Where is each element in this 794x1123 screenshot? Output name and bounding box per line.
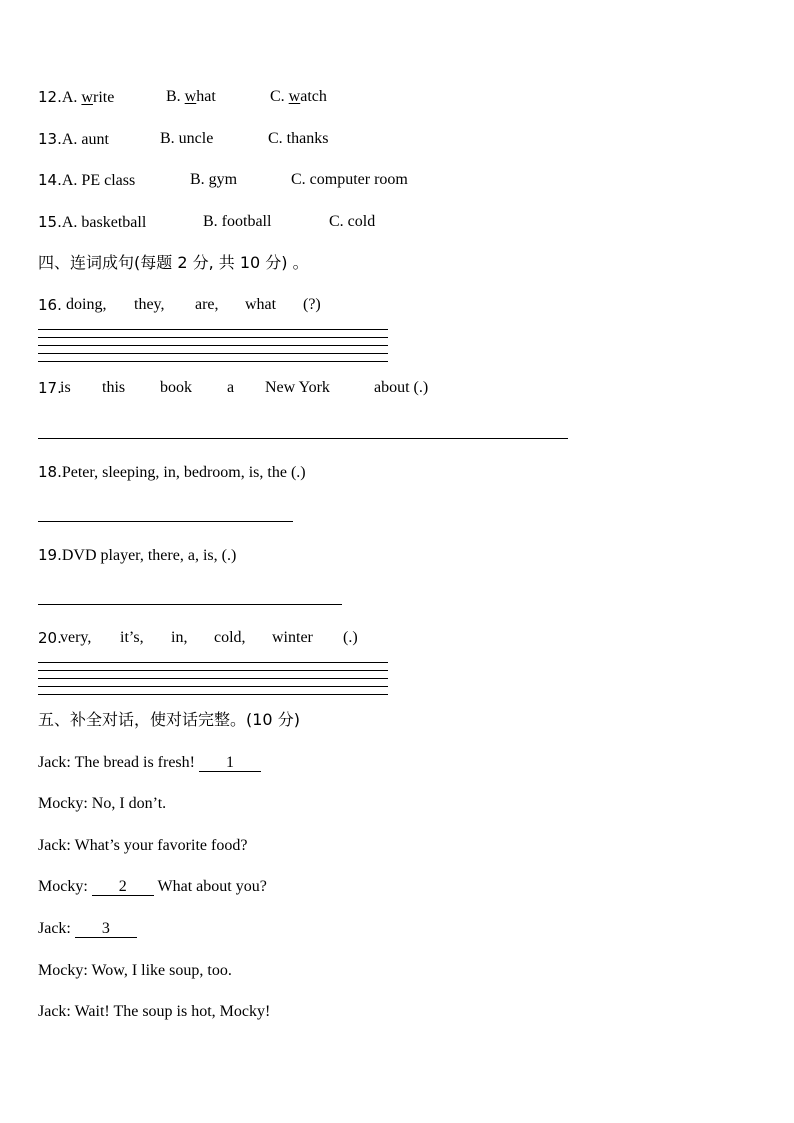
question-number: 13. bbox=[38, 130, 62, 148]
question-14 bbox=[38, 170, 408, 191]
word: it’s, bbox=[120, 629, 144, 646]
blank-3[interactable]: 3 bbox=[75, 921, 137, 938]
question-number: 15. bbox=[38, 213, 62, 231]
word: New York bbox=[265, 379, 330, 396]
question-16 bbox=[38, 295, 438, 315]
option-a: A. aunt bbox=[61, 131, 109, 148]
word: book bbox=[160, 379, 192, 396]
answer-line bbox=[38, 686, 388, 687]
question-13 bbox=[38, 129, 329, 150]
option-a: A. basketball bbox=[61, 214, 147, 231]
answer-line bbox=[38, 438, 568, 439]
answer-line bbox=[38, 361, 388, 362]
word: in, bbox=[171, 629, 188, 646]
answer-line bbox=[38, 604, 342, 605]
answer-line bbox=[38, 694, 388, 695]
word: is bbox=[60, 379, 71, 396]
dialogue-line-2: Mocky: No, I don’t. bbox=[38, 795, 167, 812]
option-b: B. uncle bbox=[160, 130, 214, 147]
dialogue-line-1: Jack: The bread is fresh! 1 bbox=[38, 753, 261, 773]
answer-line bbox=[38, 345, 388, 346]
word: winter bbox=[272, 629, 313, 646]
word: a bbox=[227, 379, 235, 396]
word: are, bbox=[195, 296, 219, 313]
question-18 bbox=[38, 462, 306, 483]
option-a: A. write bbox=[61, 89, 115, 106]
answer-line bbox=[38, 662, 388, 663]
question-19 bbox=[38, 545, 236, 566]
question-words: DVD player, there, a, is, (.) bbox=[61, 547, 237, 564]
question-17 bbox=[38, 378, 488, 398]
option-b: B. what bbox=[166, 88, 216, 105]
question-12 bbox=[38, 87, 327, 108]
question-number: 16. bbox=[38, 296, 62, 314]
dialogue-line-3: Jack: What’s your favorite food? bbox=[38, 837, 248, 854]
dialogue-line-6: Mocky: Wow, I like soup, too. bbox=[38, 962, 232, 979]
option-c: C. watch bbox=[270, 88, 327, 105]
word: they, bbox=[134, 296, 165, 313]
blank-1[interactable]: 1 bbox=[199, 755, 261, 772]
question-number: 18. bbox=[38, 463, 62, 481]
question-words: Peter, sleeping, in, bedroom, is, the (.) bbox=[61, 464, 306, 481]
option-c: C. computer room bbox=[291, 171, 408, 188]
option-b: B. football bbox=[203, 213, 272, 230]
option-c: C. thanks bbox=[268, 130, 329, 147]
blank-2[interactable]: 2 bbox=[92, 879, 154, 896]
question-number: 19. bbox=[38, 546, 62, 564]
answer-line bbox=[38, 337, 388, 338]
word: this bbox=[102, 379, 126, 396]
word: what bbox=[245, 296, 277, 313]
word: cold, bbox=[214, 629, 246, 646]
section-4-heading: 四、连词成句(每题 2 分, 共 10 分) 。 bbox=[38, 253, 309, 272]
question-number: 12. bbox=[38, 88, 62, 106]
word: (?) bbox=[303, 296, 321, 313]
word: doing, bbox=[66, 296, 107, 313]
word: (.) bbox=[343, 629, 358, 646]
question-number: 17. bbox=[38, 379, 62, 397]
question-number: 14. bbox=[38, 171, 62, 189]
question-number: 20. bbox=[38, 629, 62, 647]
option-a: A. PE class bbox=[61, 172, 136, 189]
word: about (.) bbox=[374, 379, 429, 396]
answer-line bbox=[38, 329, 388, 330]
question-15 bbox=[38, 212, 376, 233]
answer-line bbox=[38, 670, 388, 671]
question-20 bbox=[38, 628, 438, 648]
dialogue-line-5: Jack: 3 bbox=[38, 919, 137, 939]
answer-line bbox=[38, 521, 293, 522]
dialogue-line-4: Mocky: 2 What about you? bbox=[38, 878, 267, 895]
option-c: C. cold bbox=[329, 213, 376, 230]
option-b: B. gym bbox=[190, 171, 238, 188]
word: very, bbox=[60, 629, 92, 646]
dialogue-line-7: Jack: Wait! The soup is hot, Mocky! bbox=[38, 1003, 271, 1020]
answer-line bbox=[38, 678, 388, 679]
section-5-heading: 五、补全对话，使对话完整。(10 分) bbox=[38, 710, 300, 729]
answer-line bbox=[38, 353, 388, 354]
